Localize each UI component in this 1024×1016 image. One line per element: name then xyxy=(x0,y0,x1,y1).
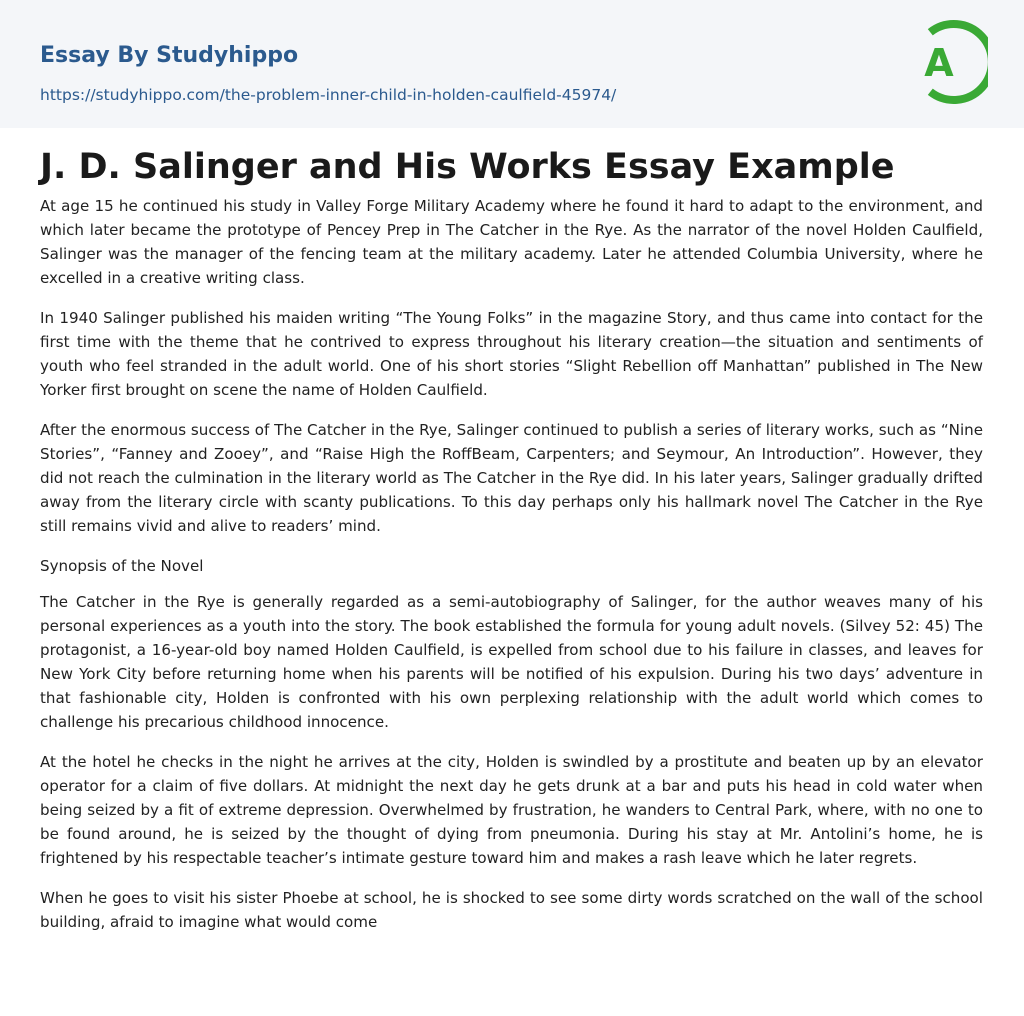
paragraph-4: The Catcher in the Rye is generally regarded as a semi-autobiography of Salinger, for the author weaves many of his personal experiences as a youth into the story. The book established the formula for young adult novels. (Silvey 52: 45) The protagonist, a 16-year-old boy named Holden Caulfield, is expelled from school due to his failure in classes, and leaves for New York City before returning home when his parents will be notified of his expulsion. During his two days’ adventure in that fashionable city, Holden is confronted with his own perplexing relationship with the adult world which comes to challenge his precarious childhood innocence. xyxy=(40,593,983,731)
site-header xyxy=(0,0,1024,128)
paragraph-5: At the hotel he checks in the night he arrives at the city, Holden is swindled by a prostitute and beaten up by an elevator operator for a claim of five dollars. At midnight the next day he gets drunk at a bar and puts his head in cold water when being seized by a fit of extreme depression. Overwhelmed by frustration, he wanders to Central Park, where, with no one to be found around, he is seized by the thought of dying from pneumonia. During his stay at Mr. Antolini’s home, he is frightened by his respectable teacher’s intimate gesture toward him and makes a rash leave which he later regrets. xyxy=(40,753,983,867)
article-body xyxy=(40,194,983,950)
paragraph-6: When he goes to visit his sister Phoebe at school, he is shocked to see some dirty words scratched on the wall of the school building, afraid to imagine what would come xyxy=(40,889,983,931)
logo-letter: A xyxy=(924,41,954,85)
page-title: J. D. Salinger and His Works Essay Example xyxy=(40,147,895,187)
paragraph-1: At age 15 he continued his study in Valley Forge Military Academy where he found it hard to adapt to the environment, and which later became the prototype of Pencey Prep in The Catcher in the Rye. As the narrator of the novel Holden Caulfield, Salinger was the manager of the fencing team at the military academy. Later he attended Columbia University, where he excelled in a creative writing class. xyxy=(40,197,983,287)
paragraph-3: After the enormous success of The Catcher in the Rye, Salinger continued to publish a series of literary works, such as “Nine Stories”, “Fanney and Zooey”, and “Raise High the RoffBeam, Carpenters; and Seymour, An Introduction”. However, they did not reach the culmination in the literary world as The Catcher in the Rye did. In his later years, Salinger gradually drifted away from the literary circle with scanty publications. To this day perhaps only his hallmark novel The Catcher in the Rye still remains vivid and alive to readers’ mind. xyxy=(40,421,983,535)
paragraph-2: In 1940 Salinger published his maiden writing “The Young Folks” in the magazine Story, and thus came into contact for the first time with the theme that he contrived to express throughout his literary creation—the situation and sentiments of youth who feel stranded in the adult world. One of his short stories “Slight Rebellion off Manhattan” published in The New Yorker first brought on scene the name of Holden Caulfield. xyxy=(40,309,983,399)
site-name[interactable]: Essay By Studyhippo xyxy=(40,43,299,68)
section-heading-synopsis: Synopsis of the Novel xyxy=(40,557,204,575)
studyhippo-logo-icon[interactable] xyxy=(912,19,988,105)
essay-url-link[interactable]: https://studyhippo.com/the-problem-inner-child-in-holden-caulfield-45974/ xyxy=(40,86,617,104)
